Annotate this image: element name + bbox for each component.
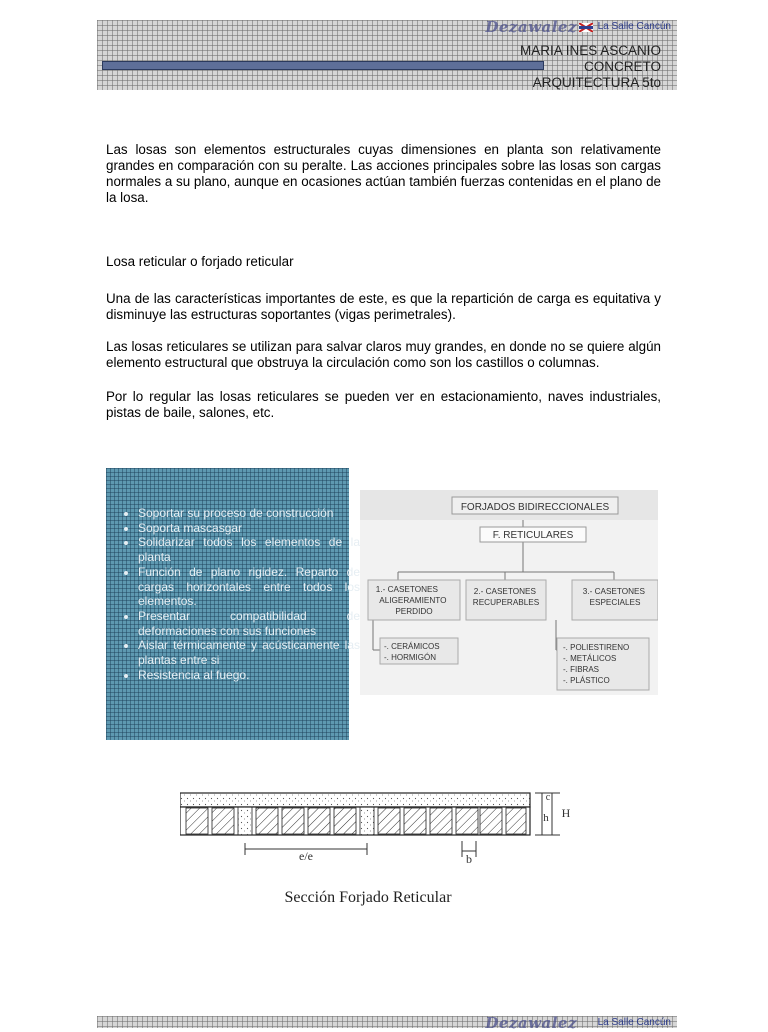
list-item: • Aislar térmicamente y acústicamente las plantas entre si [138, 638, 360, 667]
forjados-diagram [360, 490, 658, 695]
header-subject: CONCRETO [583, 59, 661, 74]
paragraph-2: Las losas reticulares se utilizan para salvar claros muy grandes, en donde no se quiere algún elemento estructural que obstruya la circulación como son los castillos o columnas. [106, 339, 661, 370]
casetones-3-label: 3.- CASETONES ESPECIALES [582, 587, 645, 607]
list-item: • Función de plano rigidez. Reparto de cargas horizontales entre todos los elementos. [138, 565, 360, 609]
brand-name: La Salle Cancún [597, 21, 671, 32]
forjado-section-figure [180, 785, 580, 915]
list-item: • Soportar su proceso de construcción [138, 506, 360, 521]
dim-c: c [545, 792, 551, 803]
list-item: • Solidarizar todos los elementos de la planta [138, 535, 360, 564]
dim-b: b [466, 852, 472, 866]
dim-h: h [543, 812, 549, 824]
paragraph-3: Por lo regular las losas reticulares se pueden ver en estacionamiento, naves industriales, pistas de baile, salones, etc. [106, 389, 661, 420]
list-item: • Resistencia al fuego. [138, 668, 360, 683]
brand-logo: Dezawalez [485, 1014, 577, 1032]
section-heading: Losa reticular o forjado reticular [106, 254, 294, 269]
paragraph-1: Una de las características importantes de este, es que la repartición de carga es equitativa y disminuye las estructuras soportantes (vigas perimetrales). [106, 291, 661, 322]
casetones-2-label: 2.- CASETONES RECUPERABLES [472, 587, 540, 607]
list-item: • Soporta mascasgar [138, 521, 360, 536]
dim-ee: e/e [299, 849, 313, 863]
casetones-1-label: 1.- CASETONES ALIGERAMIENTO PERDIDO [375, 585, 447, 616]
functions-box [106, 468, 360, 740]
intro-paragraph: Las losas son elementos estructurales cuyas dimensiones en planta son relativamente grandes en comparación con su peralte. Las acciones principales sobre las losas son cargas normales a su plano, aunque en ocasiones actúan también fuerzas contenidas en el plano de la losa. [106, 142, 661, 205]
compression-layer [180, 793, 530, 807]
header-author: MARIA INES ASCANIO [519, 43, 661, 58]
header-course: ARQUITECTURA 5to [532, 75, 661, 90]
brand-name: La Salle Cancún [597, 1017, 671, 1028]
section-caption: Sección Forjado Reticular [284, 889, 452, 906]
page-footer-strip [97, 1014, 677, 1032]
header-bar [102, 61, 544, 70]
materials-3-label: -. POLIESTIRENO -. METÁLICOS -. FIBRAS -. PLÁSTICO [563, 643, 630, 685]
dim-H: H [561, 806, 571, 820]
functions-list [116, 506, 360, 682]
flag-icon [579, 23, 593, 32]
page-header [97, 20, 677, 90]
list-item: • Presentar compatibilidad de deformaciones con sus funciones [138, 609, 360, 638]
diagram-title: FORJADOS BIDIRECCIONALES [460, 502, 610, 513]
diagram-subtitle: F. RETICULARES [492, 530, 574, 541]
materials-1-label: -. CERÁMICOS -. HORMIGÓN [384, 642, 440, 662]
brand-logo: Dezawalez [485, 18, 577, 36]
